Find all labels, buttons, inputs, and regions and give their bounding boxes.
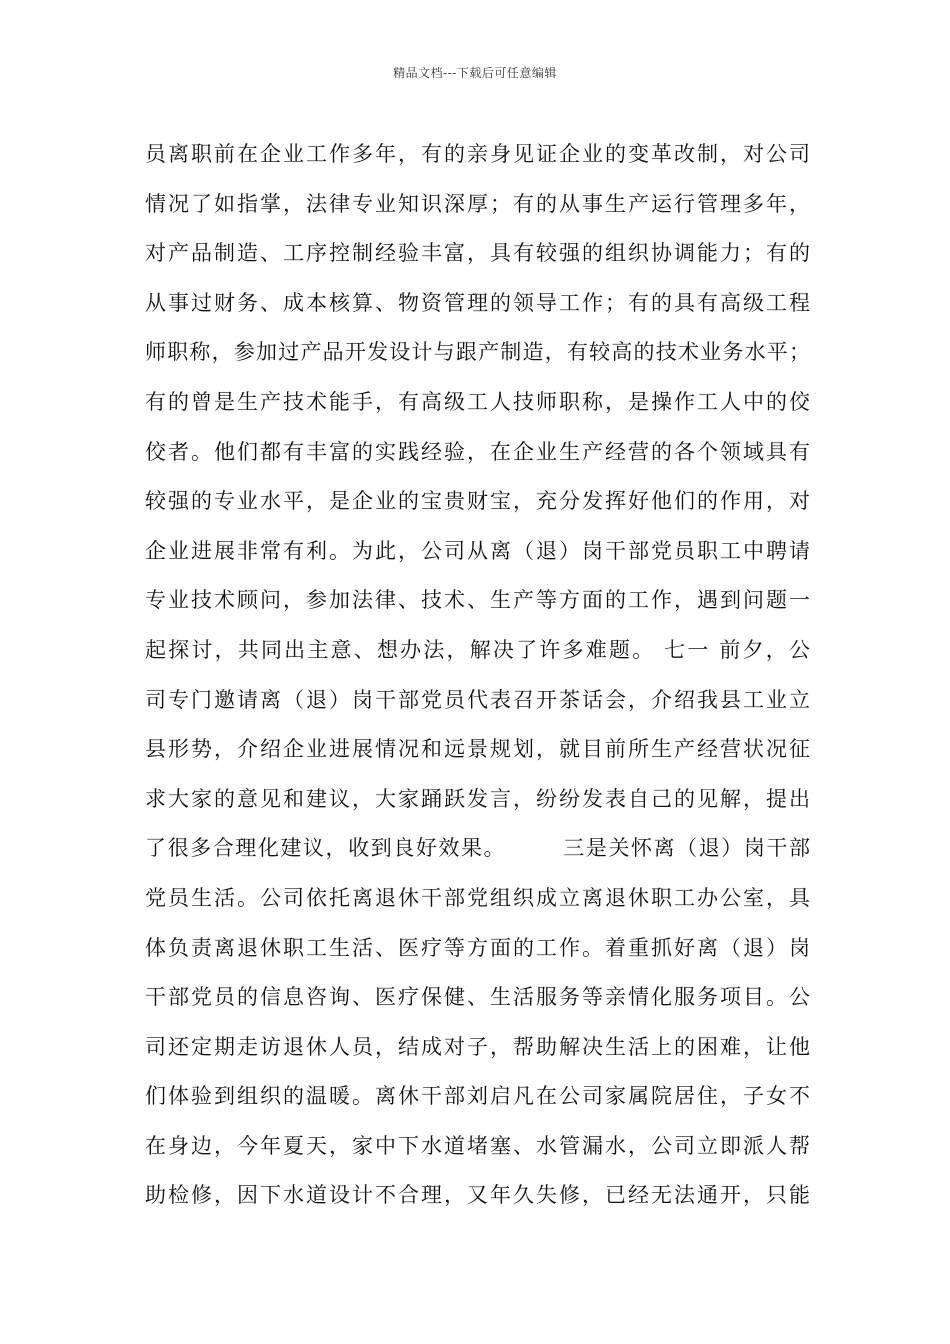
body-text: [145, 130, 810, 1221]
text-line: 师职称，参加过产品开发设计与跟产制造，有较高的技术业务水平；: [145, 340, 810, 365]
text-line: 对产品制造、工序控制经验丰富，具有较强的组织协调能力；有的: [145, 241, 810, 266]
text-line: 了很多合理化建议，收到良好效果。 三是关怀离（退）岗干部: [145, 836, 810, 861]
text-line: 司专门邀请离（退）岗干部党员代表召开茶话会，介绍我县工业立: [145, 687, 810, 712]
text-line: 起探讨，共同出主意、想办法，解决了许多难题。 七一 前夕，公: [145, 637, 810, 662]
text-line: 员离职前在企业工作多年，有的亲身见证企业的变革改制，对公司: [145, 142, 810, 166]
text-line: 有的曾是生产技术能手，有高级工人技师职称，是操作工人中的佼: [145, 389, 810, 414]
text-line: 专业技术顾问，参加法律、技术、生产等方面的工作，遇到问题一: [145, 588, 810, 613]
text-line: 们体验到组织的温暖。离休干部刘启凡在公司家属院居住，子女不: [145, 1084, 810, 1109]
text-line: 助检修，因下水道设计不合理，又年久失修，已经无法通开，只能: [145, 1183, 810, 1208]
page-header: 精品文档---下载后可任意编辑: [393, 66, 557, 80]
text-line: 党员生活。公司依托离退休干部党组织成立离退休职工办公室，具: [145, 885, 810, 910]
text-line: 佼者。他们都有丰富的实践经验，在企业生产经营的各个领域具有: [145, 439, 810, 464]
text-line: 干部党员的信息咨询、医疗保健、生活服务等亲情化服务项目。公: [145, 985, 810, 1010]
text-line: 县形势，介绍企业进展情况和远景规划，就目前所生产经营状况征: [145, 737, 810, 762]
text-line: 较强的专业水平，是企业的宝贵财宝，充分发挥好他们的作用，对: [145, 489, 810, 514]
text-line: 从事过财务、成本核算、物资管理的领导工作；有的具有高级工程: [145, 290, 810, 315]
text-line: 求大家的意见和建议，大家踊跃发言，纷纷发表自己的见解，提出: [145, 786, 810, 811]
text-line: 企业进展非常有利。为此，公司从离（退）岗干部党员职工中聘请: [145, 538, 810, 563]
text-line: 情况了如指掌，法律专业知识深厚；有的从事生产运行管理多年，: [145, 191, 810, 216]
text-line: 在身边，今年夏天，家中下水道堵塞、水管漏水，公司立即派人帮: [145, 1133, 810, 1158]
text-line: 体负责离退休职工生活、医疗等方面的工作。着重抓好离（退）岗: [145, 935, 810, 960]
text-line: 司还定期走访退休人员，结成对子，帮助解决生活上的困难，让他: [145, 1034, 810, 1059]
